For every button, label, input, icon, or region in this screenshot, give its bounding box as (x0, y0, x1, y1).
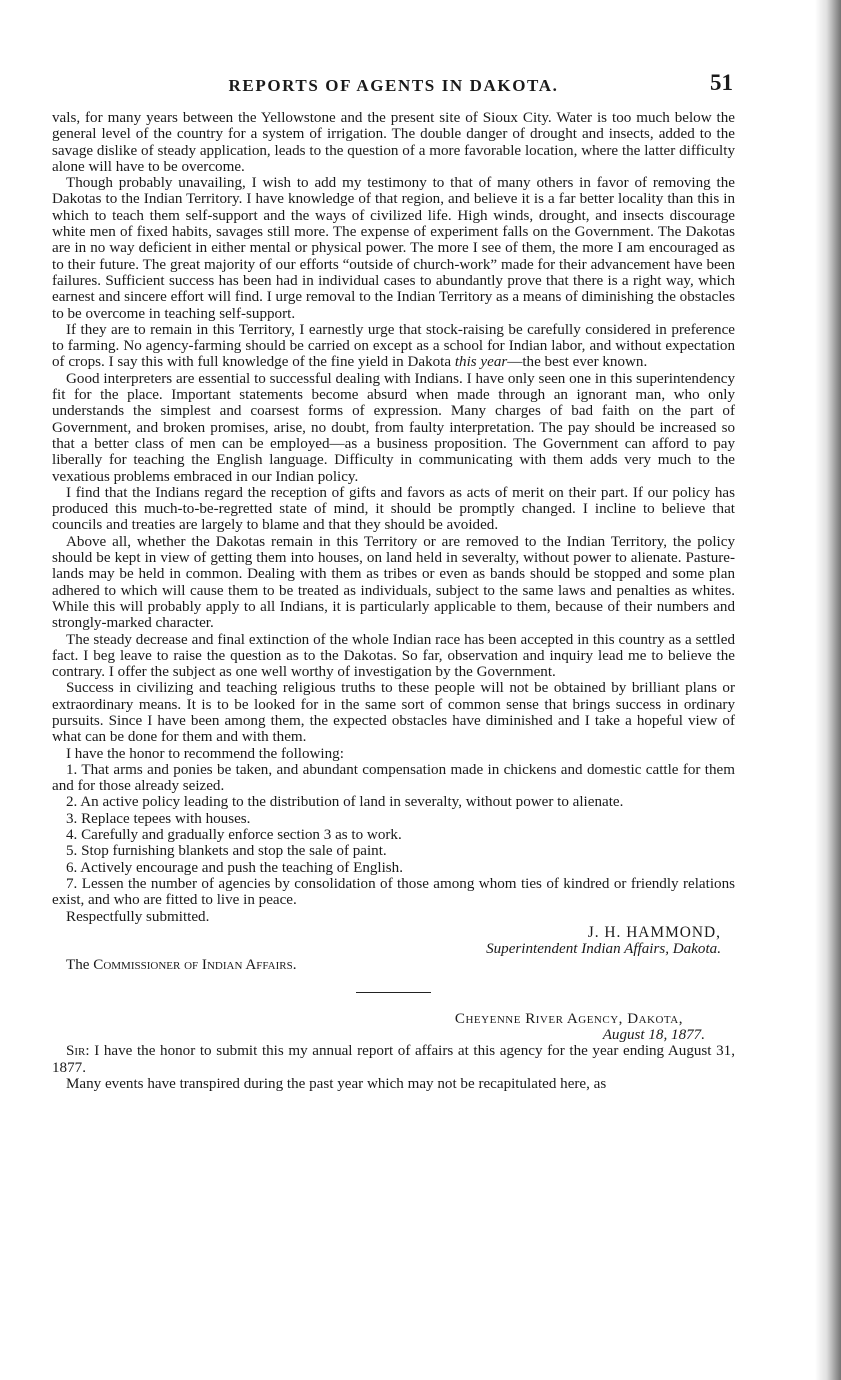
paragraph (52, 322, 735, 371)
paragraph (52, 1043, 735, 1076)
emphasis-this-year: this year (454, 354, 508, 371)
paragraph-tail: —the best ever known. (507, 354, 648, 371)
paragraph-text: If they are to remain in this Territory, I earnestly urge that stock-raising be carefully considered in preference to farming. No agency-farming should be carried on except as a school for Indian labor, and without expectation of crops. I say this with full knowledge of the fine yield in Dakota (52, 321, 735, 371)
signature-block (52, 925, 721, 958)
paragraph: Though probably unavailing, I wish to add my testimony to that of many others in favor of removing the Dakotas to the Indian Territory. I have knowledge of that region, and believe it is a far better locality than this in which to teach them self-support and the ways of civilized life. High winds, drought, and insects discourage white men of fixed habits, savages still more. The expense of experiment falls on the Government. The Dakotas are in no way deficient in either mental or physical power. The more I see of them, the more I am encouraged as to their future. The great majority of our efforts “outside of church-work” made for their advancement have been failures. Sufficient success has been had in individual cases to abundantly prove that there is a right way, which earnest and sincere effort will find. I urge removal to the Indian Territory as a means of diminishing the obstacles to be overcome in teaching self-support. (52, 175, 735, 322)
recommendation-item: 7. Lessen the number of agencies by consolidation of those among whom ties of kindred or friendly relations exist, and who are fitted to live in peace. (52, 875, 735, 909)
document-page (52, 70, 735, 1092)
paragraph: Good interpreters are essential to successful dealing with Indians. I have only seen one in this superintendency fit for the place. Important statements become absurd when made through an ignorant man, who only understands the simplest and coarsest forms of expression. Many charges of bad faith on the part of Government, and broken promises, arise, no doubt, from faulty interpretation. The pay should be increased so that a better class of men can be employed—as a business proposition. The Government can afford to pay liberally for teaching the English language. Difficulty in communicating with them adds very much to the vexatious problems embraced in our Indian policy. (52, 370, 735, 485)
addressee-article: The (66, 957, 90, 974)
report-body (52, 110, 735, 1092)
recommendation-item: 4. Carefully and gradually enforce section 3 as to work. (66, 827, 402, 844)
closing: Respectfully submitted. (66, 908, 210, 925)
signature-title: Superintendent Indian Affairs, Dakota. (486, 941, 721, 958)
signature-name: J. H. HAMMOND, (587, 923, 721, 941)
salutation: Sir: (66, 1043, 90, 1060)
paragraph-text: I have the honor to submit this my annual report of affairs at this agency for the year ending August 31, 1877. (52, 1043, 735, 1076)
page-edge-shadow (815, 0, 841, 1380)
paragraph: Many events have transpired during the past year which may not be recapitulated here, as (66, 1075, 607, 1092)
recommendation-item: 1. That arms and ponies be taken, and abundant compensation made in chickens and domestic cattle for them and for those already seized. (52, 761, 735, 795)
paragraph: Success in civilizing and teaching religious truths to these people will not be obtained by brilliant plans or extraordinary means. It is to be looked for in the same sort of common sense that brings success in ordinary pursuits. Since I have been among them, the expected obstacles have diminished and I take a hopeful view of what can be done for them and with them. (52, 680, 735, 746)
dateline-date: August 18, 1877. (602, 1027, 705, 1044)
recommendation-item: 3. Replace tepees with houses. (66, 810, 251, 827)
paragraph: I find that the Indians regard the reception of gifts and favors as acts of merit on their part. If our policy has produced this much-to-be-regretted state of mind, it should be promptly changed. I incline to believe that councils and treaties are largely to blame and that they should be avoided. (52, 484, 735, 534)
paragraph: I have the honor to recommend the following: (66, 745, 344, 762)
page-number: 51 (710, 70, 733, 95)
addressee-office: Commissioner of Indian Affairs. (93, 957, 297, 974)
paragraph: vals, for many years between the Yellowstone and the present site of Sioux City. Water is too much below the general level of the country for a system of irrigation. The double danger of drought and insects, added to the savage dislike of steady application, leads to the question of a more favorable location, where the latter difficulty alone will have to be overcome. (52, 110, 735, 175)
recommendation-item: 6. Actively encourage and push the teaching of English. (66, 859, 404, 876)
dateline-place: Cheyenne River Agency, Dakota, (454, 1010, 683, 1027)
section-divider (356, 992, 431, 993)
paragraph: The steady decrease and final extinction of the whole Indian race has been accepted in this country as a settled fact. I beg leave to raise the question as to the Dakotas. So far, observation and inquiry lead me to believe the contrary. I offer the subject as one well worthy of investigation by the Government. (52, 631, 735, 681)
recommendation-item: 2. An active policy leading to the distribution of land in severalty, without power to alienate. (66, 794, 624, 811)
running-title: REPORTS OF AGENTS IN DAKOTA. (228, 76, 559, 95)
recommendation-item: 5. Stop furnishing blankets and stop the sale of paint. (66, 843, 387, 860)
addressee (52, 957, 735, 973)
running-header (52, 70, 735, 110)
paragraph: Above all, whether the Dakotas remain in this Territory or are removed to the Indian Territory, the policy should be kept in view of getting them into houses, on land held in severalty, without power to alienate. Pasture-lands may be held in common. Dealing with them as tribes or even as bands should be stopped and some plan adhered to which will cause them to be treated as individuals, subject to the same laws and penalties as whites. While this will probably apply to all Indians, it is particularly applicable to them, because of their numbers and strongly-marked character. (52, 533, 735, 632)
